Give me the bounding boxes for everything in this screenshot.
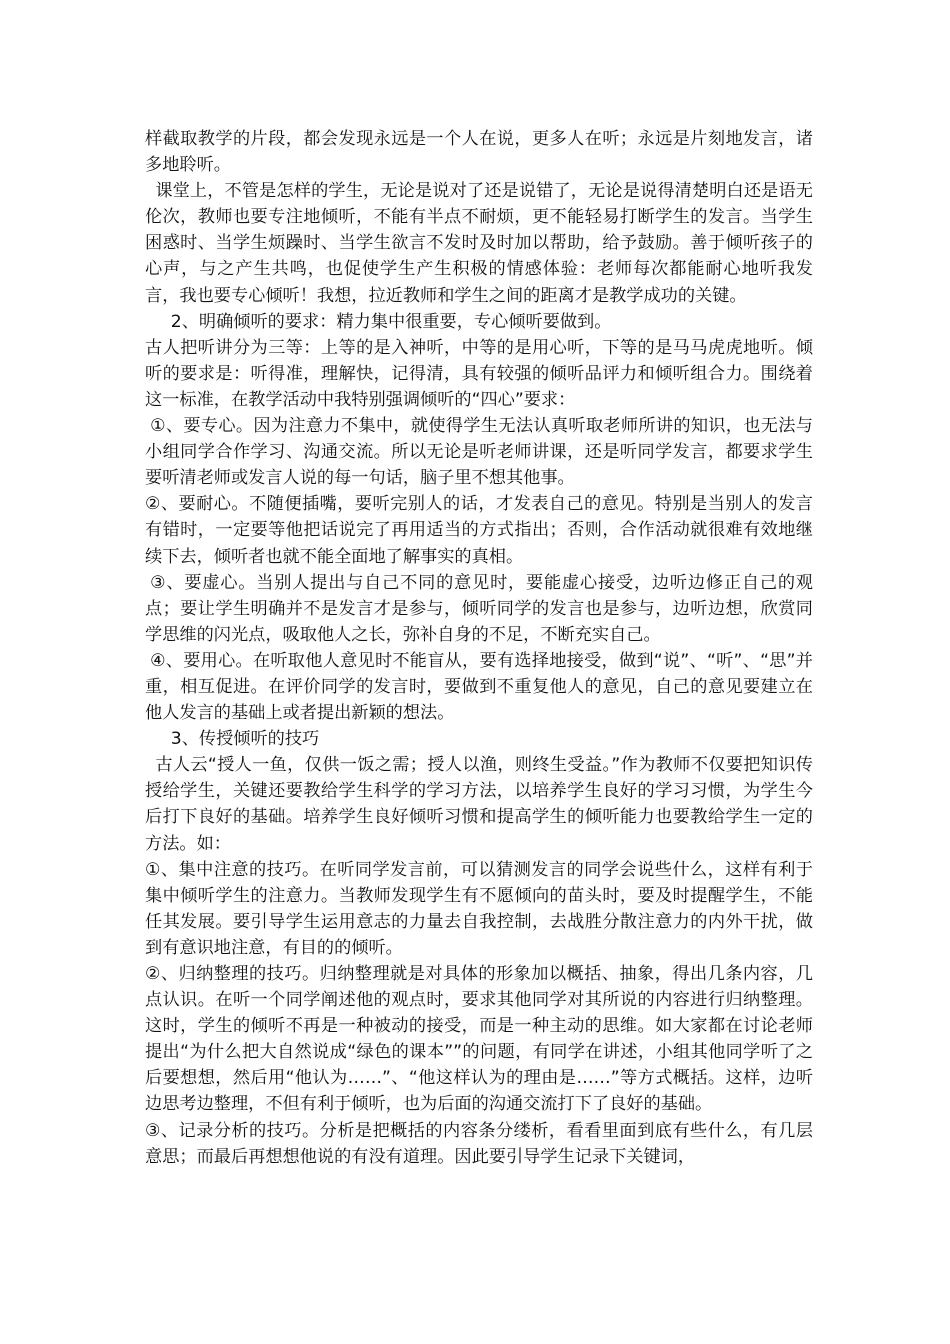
list-item-4: ④、要用心。在听取他人意见时不能盲从，要有选择地接受，做到“说”、“听”、“思”并重，相互促进。在评价同学的发言时，要做到不重复他人的意见，自己的意见要建立在他人发言的基础上或者提出新颖的想法。: [145, 650, 813, 724]
technique-item-2: ②、归纳整理的技巧。归纳整理就是对具体的形象加以概括、抽象，得出几条内容，几点认识。在听一个同学阐述他的观点时，要求其他同学对其所说的内容进行归纳整理。这时，学生的倾听不再是一种被动的接受，而是一种主动的思维。如大家都在讨论老师提出“为什么把大自然说成“绿色的课本””的问题，有同学在讲述，小组其他同学听了之后要想想，然后用“他认为……”、“他这样认为的理由是……”等方式概括。这样，边听边思考边整理，不但有利于倾听，也为后面的沟通交流打下了良好的基础。: [145, 964, 813, 1115]
technique-item-1: ①、集中注意的技巧。在听同学发言前，可以猜测发言的同学会说些什么，这样有利于集中倾听学生的注意力。当教师发现学生有不愿倾向的苗头时，要及时提醒学生，不能任其发展。要引导学生运用意志的力量去自我控制，去战胜分散注意力的内外干扰，做到有意识地注意，有目的的倾听。: [145, 859, 813, 958]
paragraph-4: 古人云“授人一鱼，仅供一饭之需；授人以渔，则终生受益。”作为教师不仅要把知识传授给学生，关键还要教给学生科学的学习方法，以培养学生良好的学习习惯，为学生今后打下良好的基础。培养学生良好倾听习惯和提高学生的倾听能力也要教给学生一定的方法。如：: [145, 755, 813, 854]
paragraph-1: 样截取教学的片段，都会发现永远是一个人在说，更多人在听；永远是片刻地发言，诸多地聆听。: [145, 129, 813, 176]
document-page: [145, 126, 813, 1170]
list-item-2: ②、要耐心。不随便插嘴，要听完别人的话，才发表自己的意见。特别是当别人的发言有错时，一定要等他把话说完了再用适当的方式指出；否则，合作活动就很难有效地继续下去，倾听者也就不能全面地了解事实的真相。: [145, 494, 813, 567]
section-heading-3: 3、传授倾听的技巧: [170, 729, 320, 750]
list-item-1: ①、要专心。因为注意力不集中，就使得学生无法认真听取老师所讲的知识，也无法与小组同学合作学习、沟通交流。所以无论是听老师讲课，还是听同学发言，都要求学生要听清老师或发言人说的每一句话，脑子里不想其他事。: [145, 416, 813, 489]
paragraph-3: 古人把听讲分为三等：上等的是入神听，中等的是用心听，下等的是马马虎虎地听。倾听的要求是：听得准，理解快，记得清，具有较强的倾听品评力和倾听组合力。围绕着这一标准，在教学活动中我特别强调倾听的“四心”要求：: [145, 337, 813, 410]
technique-item-3: ③、记录分析的技巧。分析是把概括的内容条分缕析，看看里面到底有些什么，有几层意思；而最后再想想他说的有没有道理。因此要引导学生记录下关键词，: [145, 1120, 813, 1167]
list-item-3: ③、要虚心。当别人提出与自己不同的意见时，要能虚心接受，边听边修正自己的观点；要让学生明确并不是发言才是参与，倾听同学的发言也是参与，边听边想，欣赏同学思维的闪光点，吸取他人之长，弥补自身的不足，不断充实自己。: [145, 572, 813, 645]
paragraph-2: 课堂上，不管是怎样的学生，无论是说对了还是说错了，无论是说得清楚明白还是语无伦次，教师也要专注地倾听，不能有半点不耐烦，更不能轻易打断学生的发言。当学生困惑时、当学生烦躁时、当学生欲言不发时及时加以帮助，给予鼓励。善于倾听孩子的心声，与之产生共鸣，也促使学生产生积极的情感体验：老师每次都能耐心地听我发言，我也要专心倾听！我想，拉近教师和学生之间的距离才是教学成功的关键。: [145, 181, 813, 306]
section-heading-2: 2、明确倾听的要求：精力集中很重要，专心倾听要做到。: [170, 311, 612, 332]
